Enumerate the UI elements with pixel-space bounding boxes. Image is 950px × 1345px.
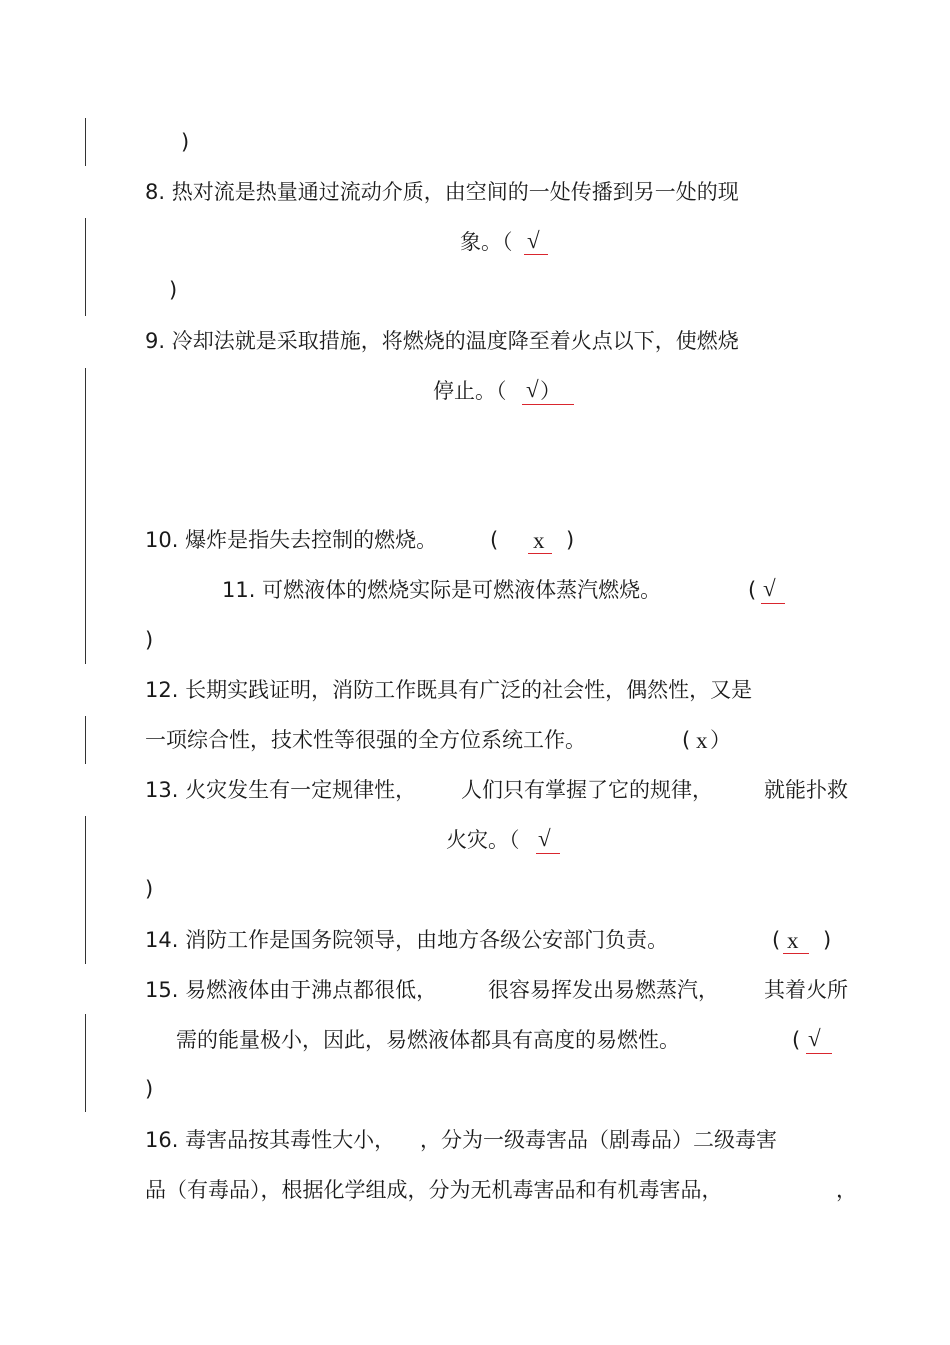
question-13-line-2: 火灾。（ bbox=[446, 828, 520, 852]
paren-open: ( bbox=[772, 928, 781, 952]
answer-mark-check: √ bbox=[763, 576, 776, 601]
question-9-line-1: 9. 冷却法就是采取措施，将燃烧的温度降至着火点以下，使燃烧 bbox=[145, 329, 739, 353]
question-8-line-1: 8. 热对流是热量通过流动介质，由空间的一处传播到另一处的现 bbox=[145, 180, 739, 204]
margin-bar bbox=[85, 368, 86, 664]
paren-close: ) bbox=[145, 877, 154, 901]
question-13-line-1-part-3: 就能扑救 bbox=[764, 778, 848, 802]
answer-mark-check: √ bbox=[527, 228, 540, 253]
paren-close: ) bbox=[566, 528, 575, 552]
question-8-line-2: 象。（ bbox=[460, 230, 513, 254]
paren-close: ) bbox=[823, 928, 832, 952]
question-14: 14. 消防工作是国务院领导，由地方各级公安部门负责。 bbox=[145, 928, 669, 952]
answer-mark-check: √ bbox=[526, 377, 539, 402]
question-13-line-1-part-2: 人们只有掌握了它的规律， bbox=[461, 778, 713, 802]
answer-underline bbox=[806, 1053, 832, 1054]
margin-bar bbox=[85, 1014, 86, 1112]
question-13-line-1-part-1: 13. 火灾发生有一定规律性， bbox=[145, 778, 417, 802]
question-15-line-1-part-1: 15. 易燃液体由于沸点都很低， bbox=[145, 978, 438, 1002]
question-16-line-2-part-1: 品（有毒品），根据化学组成，分为无机毒害品和有机毒害品， bbox=[145, 1178, 723, 1202]
question-15-line-1-part-3: 其着火所 bbox=[764, 978, 848, 1002]
question-15-line-2: 需的能量极小，因此，易燃液体都具有高度的易燃性。 bbox=[176, 1028, 680, 1052]
question-9-line-2: 停止。（ bbox=[433, 379, 507, 403]
question-11: 11. 可燃液体的燃烧实际是可燃液体蒸汽燃烧。 bbox=[222, 578, 662, 602]
question-10: 10. 爆炸是指失去控制的燃烧。 bbox=[145, 528, 438, 552]
paren-close: ） bbox=[540, 379, 561, 403]
paren-open: ( bbox=[748, 578, 757, 602]
answer-underline bbox=[522, 404, 574, 405]
answer-underline bbox=[536, 853, 560, 854]
answer-underline bbox=[528, 553, 552, 554]
margin-bar bbox=[85, 218, 86, 316]
answer-mark-check: √ bbox=[538, 826, 551, 851]
question-16-line-2-part-2: ， bbox=[836, 1178, 857, 1202]
answer-mark-check: √ bbox=[808, 1026, 821, 1051]
answer-mark-cross: x bbox=[533, 528, 545, 553]
answer-underline bbox=[761, 603, 785, 604]
paren-close: ) bbox=[145, 628, 154, 652]
paren-close: ) bbox=[169, 278, 178, 302]
answer-mark-cross: x bbox=[696, 728, 708, 753]
question-16-line-1-part-2: ，分为一级毒害品（剧毒品）二级毒害 bbox=[420, 1128, 777, 1152]
answer-mark-cross: x bbox=[787, 928, 799, 953]
paren-open: ( bbox=[682, 728, 691, 752]
paren-open: ( bbox=[490, 528, 499, 552]
answer-underline bbox=[783, 953, 809, 954]
margin-bar bbox=[85, 118, 86, 166]
answer-underline bbox=[524, 254, 548, 255]
paren-close: ） bbox=[710, 728, 731, 752]
question-12-line-1: 12. 长期实践证明，消防工作既具有广泛的社会性，偶然性，又是 bbox=[145, 678, 753, 702]
margin-bar bbox=[85, 816, 86, 964]
question-15-line-1-part-2: 很容易挥发出易燃蒸汽， bbox=[488, 978, 719, 1002]
question-12-line-2: 一项综合性，技术性等很强的全方位系统工作。 bbox=[145, 728, 586, 752]
question-16-line-1-part-1: 16. 毒害品按其毒性大小， bbox=[145, 1128, 396, 1152]
margin-bar bbox=[85, 716, 86, 764]
paren-open: ( bbox=[792, 1028, 801, 1052]
paren-close: ) bbox=[145, 1077, 154, 1101]
paren-close: ) bbox=[181, 130, 190, 154]
